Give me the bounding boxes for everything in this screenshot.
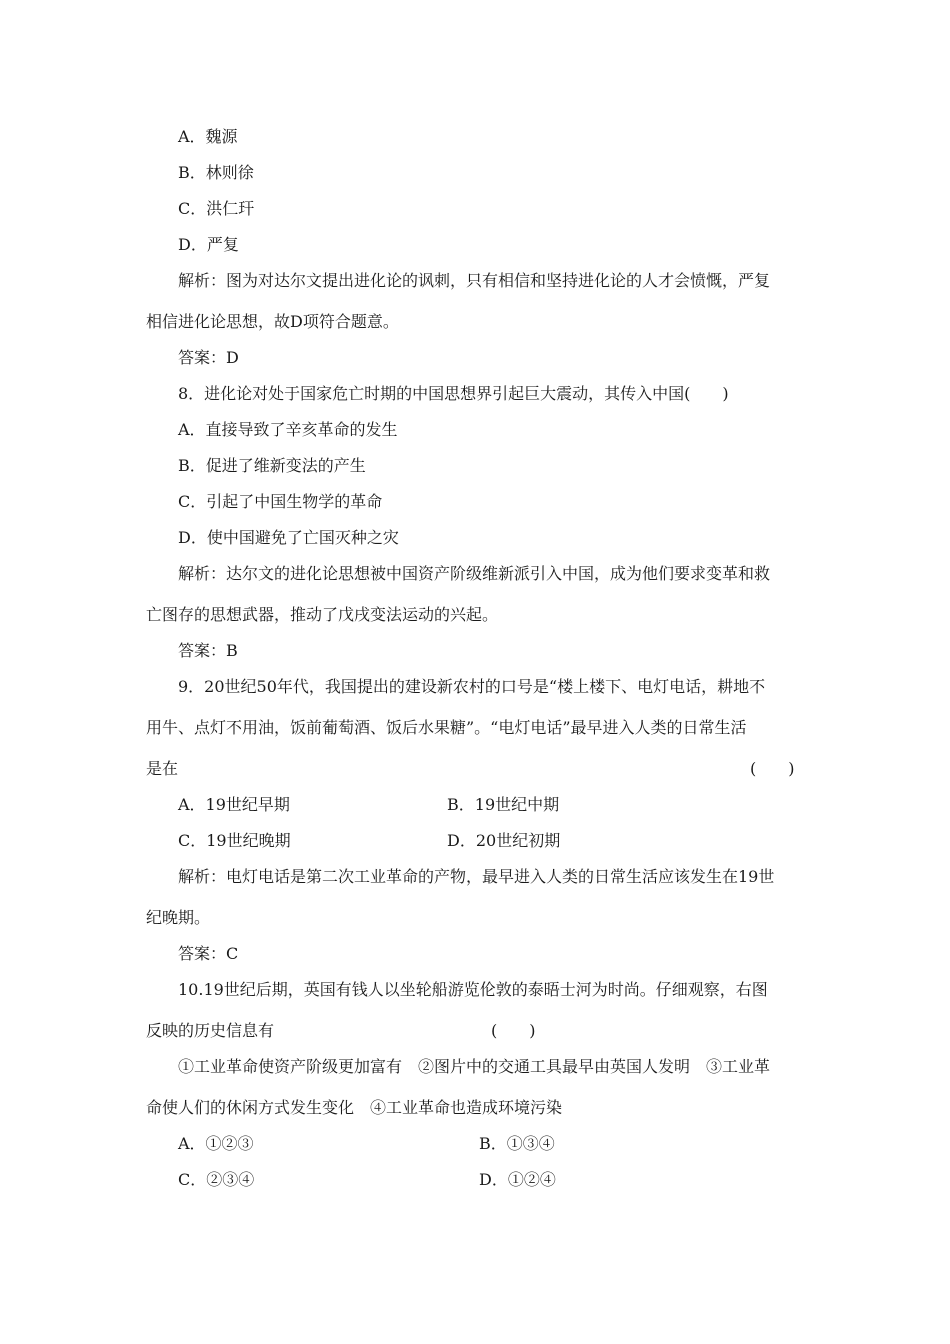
q9-stem-line3: 是在: [146, 759, 179, 778]
q10-option-b: B．①③④: [479, 1134, 555, 1153]
q7-option-c: C．洪仁玕: [178, 199, 255, 218]
q9-stem-line1: 9．20世纪50年代，我国提出的建设新农村的口号是“楼上楼下、电灯电话，耕地不: [178, 677, 766, 696]
q7-answer: 答案：D: [178, 348, 239, 367]
q10-items-line2: 命使人们的休闲方式发生变化 ④工业革命也造成环境污染: [146, 1098, 563, 1117]
q9-option-a: A．19世纪早期: [178, 795, 290, 814]
q9-option-d: D．20世纪初期: [447, 831, 561, 850]
q9-analysis-line1: 解析：电灯电话是第二次工业革命的产物，最早进入人类的日常生活应该发生在19世: [178, 867, 775, 886]
q9-stem-line2: 用牛、点灯不用油，饭前葡萄酒、饭后水果糖”。“电灯电话”最早进入人类的日常生活: [146, 718, 747, 737]
q8-option-b: B．促进了维新变法的产生: [178, 456, 366, 475]
q10-stem-line1: 10.19世纪后期，英国有钱人以坐轮船游览伦敦的泰晤士河为时尚。仔细观察，右图: [178, 980, 768, 999]
q10-items-line1: ①工业革命使资产阶级更加富有 ②图片中的交通工具最早由英国人发明 ③工业革: [178, 1057, 771, 1076]
q9-answer: 答案：C: [178, 944, 239, 963]
q8-answer: 答案：B: [178, 641, 238, 660]
q8-analysis-line1: 解析：达尔文的进化论思想被中国资产阶级维新派引入中国，成为他们要求变革和救: [178, 564, 771, 583]
q9-option-c: C．19世纪晚期: [178, 831, 291, 850]
q7-option-a: A．魏源: [178, 127, 238, 146]
q10-option-c: C．②③④: [178, 1170, 255, 1189]
q8-option-c: C．引起了中国生物学的革命: [178, 492, 383, 511]
q7-option-b: B．林则徐: [178, 163, 254, 182]
q9-option-b: B．19世纪中期: [447, 795, 560, 814]
q10-option-a: A．①②③: [178, 1134, 254, 1153]
q8-stem: 8．进化论对处于国家危亡时期的中国思想界引起巨大震动，其传入中国( ): [178, 384, 729, 403]
q8-option-d: D．使中国避免了亡国灭种之灾: [178, 528, 399, 547]
q9-analysis-line2: 纪晚期。: [146, 908, 211, 927]
q10-option-d: D．①②④: [479, 1170, 556, 1189]
q8-option-a: A．直接导致了辛亥革命的发生: [178, 420, 398, 439]
q7-analysis-line1: 解析：图为对达尔文提出进化论的讽刺，只有相信和坚持进化论的人才会愤慨，严复: [178, 271, 771, 290]
q10-stem-line2: 反映的历史信息有: [146, 1021, 275, 1040]
q7-analysis-line2: 相信进化论思想，故D项符合题意。: [146, 312, 399, 331]
q9-answer-paren: ( ): [750, 759, 795, 778]
q10-answer-paren: ( ): [491, 1021, 536, 1040]
q7-option-d: D．严复: [178, 235, 239, 254]
q8-analysis-line2: 亡图存的思想武器，推动了戊戌变法运动的兴起。: [146, 605, 499, 624]
